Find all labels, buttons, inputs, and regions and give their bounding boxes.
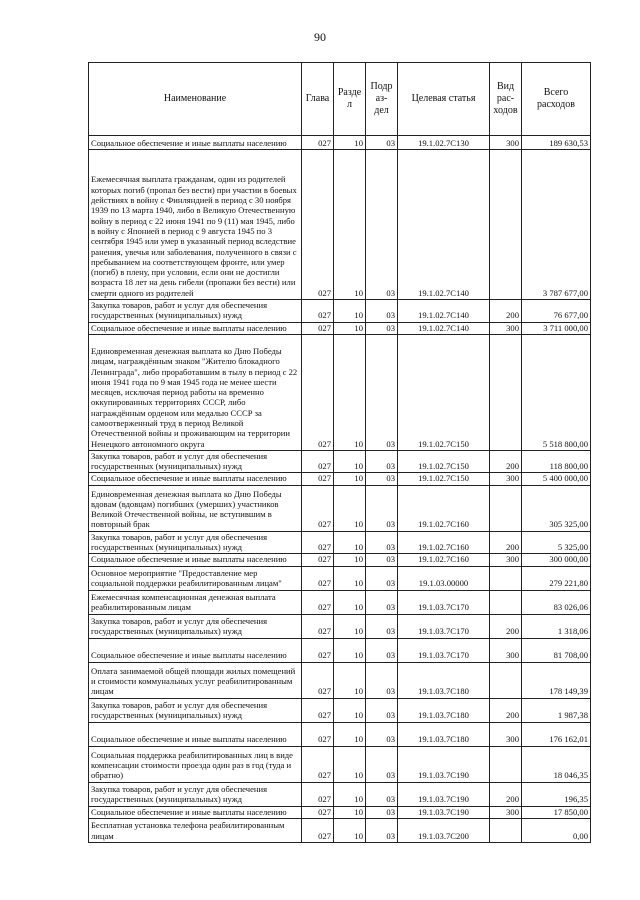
cell-podrazdel: 03 (366, 450, 398, 473)
cell-name: Единовременная денежная выплата ко Дню Победы лицам, награждённым знаком "Жителю блокадного Ленинграда", либо проработавшим в тылу в период с 22 июня 1941 года по 9 мая 1945 года не менее шести месяцев, исключая период работы на временно оккупированных территориях СССР, либо награждённым орденом или медалью СССР за самоотверженный труд в период Великой Отечественной войны и проживающим на территории Ненецкого автономного округа (89, 334, 302, 450)
cell-razdel: 10 (334, 698, 366, 722)
cell-total: 76 677,00 (522, 300, 591, 323)
cell-total: 0,00 (522, 818, 591, 842)
cell-razdel: 10 (334, 450, 366, 473)
table-row (89, 722, 591, 746)
cell-target: 19.1.02.7С130 (398, 136, 490, 150)
cell-target: 19.1.03.7С180 (398, 722, 490, 746)
cell-total: 3 787 677,00 (522, 150, 591, 300)
cell-target: 19.1.02.7С150 (398, 450, 490, 473)
cell-podrazdel: 03 (366, 473, 398, 485)
cell-name: Социальное обеспечение и иные выплаты населению (89, 638, 302, 662)
cell-razdel: 10 (334, 566, 366, 590)
cell-glava: 027 (302, 150, 334, 300)
table-row (89, 473, 591, 485)
cell-podrazdel: 03 (366, 614, 398, 638)
cell-name: Ежемесячная выплата гражданам, один из родителей которых погиб (пропал без вести) при участии в боевых действиях в войну с Финляндией в период с 30 ноября 1939 по 13 марта 1940, либо в Великую Отечественную войну в период с 22 июня 1941 по 9 (11) мая 1945, либо в войну с Японией в период с 9 августа 1945 по 3 сентября 1945 или умер в указанный период вследствие ранения, увечья или заболевания, полученного в связи с пребыванием на соответствующем фронте, или умер (погиб) в плену, при условии, если они не достигли возраста 18 лет на день гибели (пропажи без вести) или смерти одного из родителей (89, 150, 302, 300)
cell-target: 19.1.02.7С160 (398, 531, 490, 554)
header-podrazdel: Подр аз- дел (366, 63, 398, 136)
page-number: 90 (314, 30, 326, 44)
cell-name: Социальное обеспечение и иные выплаты населению (89, 554, 302, 566)
cell-podrazdel: 03 (366, 150, 398, 300)
cell-vid (490, 334, 522, 450)
table-row (89, 590, 591, 614)
cell-total: 305 325,00 (522, 485, 591, 531)
budget-table (88, 62, 591, 843)
cell-vid: 200 (490, 698, 522, 722)
cell-glava: 027 (302, 450, 334, 473)
cell-target: 19.1.03.7С200 (398, 818, 490, 842)
cell-glava: 027 (302, 806, 334, 818)
cell-vid: 200 (490, 782, 522, 806)
cell-razdel: 10 (334, 531, 366, 554)
cell-podrazdel: 03 (366, 662, 398, 698)
cell-name: Единовременная денежная выплата ко Дню Победы вдовам (вдовцам) погибших (умерших) участников Великой Отечественной войны, не вступившим в повторный брак (89, 485, 302, 531)
cell-vid: 300 (490, 554, 522, 566)
cell-target: 19.1.03.7С180 (398, 698, 490, 722)
cell-vid: 300 (490, 722, 522, 746)
cell-vid: 300 (490, 638, 522, 662)
table-row (89, 450, 591, 473)
cell-glava: 027 (302, 638, 334, 662)
cell-podrazdel: 03 (366, 782, 398, 806)
cell-glava: 027 (302, 322, 334, 334)
cell-vid (490, 746, 522, 782)
cell-total: 18 046,35 (522, 746, 591, 782)
cell-total: 1 318,06 (522, 614, 591, 638)
cell-name: Основное мероприятие "Предоставление мер социальной поддержки реабилитированным лицам" (89, 566, 302, 590)
table-row (89, 806, 591, 818)
table-row (89, 150, 591, 300)
cell-name: Социальное обеспечение и иные выплаты населению (89, 322, 302, 334)
header-name: Наименование (89, 63, 302, 136)
table-row (89, 485, 591, 531)
cell-vid (490, 818, 522, 842)
cell-podrazdel: 03 (366, 300, 398, 323)
cell-razdel: 10 (334, 662, 366, 698)
cell-razdel: 10 (334, 136, 366, 150)
cell-name: Закупка товаров, работ и услуг для обеспечения государственных (муниципальных) нужд (89, 531, 302, 554)
cell-podrazdel: 03 (366, 485, 398, 531)
cell-razdel: 10 (334, 322, 366, 334)
header-razdel: Разде л (334, 63, 366, 136)
cell-vid: 200 (490, 450, 522, 473)
cell-glava: 027 (302, 782, 334, 806)
cell-podrazdel: 03 (366, 638, 398, 662)
cell-podrazdel: 03 (366, 136, 398, 150)
header-glava: Глава (302, 63, 334, 136)
cell-name: Социальное обеспечение и иные выплаты населению (89, 806, 302, 818)
cell-name: Социальное обеспечение и иные выплаты населению (89, 473, 302, 485)
header-target: Целевая статья (398, 63, 490, 136)
cell-target: 19.1.02.7С140 (398, 300, 490, 323)
table-row (89, 698, 591, 722)
table-row (89, 531, 591, 554)
cell-total: 5 325,00 (522, 531, 591, 554)
table-row (89, 614, 591, 638)
cell-name: Бесплатная установка телефона реабилитированным лицам (89, 818, 302, 842)
cell-glava: 027 (302, 334, 334, 450)
cell-total: 1 987,38 (522, 698, 591, 722)
cell-podrazdel: 03 (366, 746, 398, 782)
cell-name: Закупка товаров, работ и услуг для обеспечения государственных (муниципальных) нужд (89, 450, 302, 473)
cell-total: 178 149,39 (522, 662, 591, 698)
cell-target: 19.1.03.7С170 (398, 638, 490, 662)
cell-glava: 027 (302, 614, 334, 638)
cell-target: 19.1.03.7С170 (398, 590, 490, 614)
cell-total: 17 850,00 (522, 806, 591, 818)
cell-glava: 027 (302, 818, 334, 842)
table-row (89, 662, 591, 698)
cell-vid: 300 (490, 473, 522, 485)
cell-podrazdel: 03 (366, 334, 398, 450)
cell-vid: 200 (490, 614, 522, 638)
cell-total: 5 518 800,00 (522, 334, 591, 450)
cell-vid (490, 485, 522, 531)
cell-razdel: 10 (334, 473, 366, 485)
cell-podrazdel: 03 (366, 322, 398, 334)
cell-razdel: 10 (334, 782, 366, 806)
cell-vid (490, 566, 522, 590)
cell-name: Закупка товаров, работ и услуг для обеспечения государственных (муниципальных) нужд (89, 614, 302, 638)
cell-podrazdel: 03 (366, 698, 398, 722)
cell-razdel: 10 (334, 334, 366, 450)
cell-name: Закупка товаров, работ и услуг для обеспечения государственных (муниципальных) нужд (89, 782, 302, 806)
cell-target: 19.1.03.7С190 (398, 782, 490, 806)
cell-podrazdel: 03 (366, 554, 398, 566)
cell-podrazdel: 03 (366, 566, 398, 590)
cell-name: Социальная поддержка реабилитированных лиц в виде компенсации стоимости проезда один раз в год (туда и обратно) (89, 746, 302, 782)
cell-razdel: 10 (334, 150, 366, 300)
table-row (89, 334, 591, 450)
cell-name: Оплата занимаемой общей площади жилых помещений и стоимости коммунальных услуг реабилитированным лицам (89, 662, 302, 698)
cell-podrazdel: 03 (366, 806, 398, 818)
cell-razdel: 10 (334, 590, 366, 614)
table-row (89, 554, 591, 566)
cell-vid: 300 (490, 806, 522, 818)
cell-target: 19.1.03.00000 (398, 566, 490, 590)
cell-total: 279 221,80 (522, 566, 591, 590)
cell-glava: 027 (302, 136, 334, 150)
cell-razdel: 10 (334, 485, 366, 531)
cell-glava: 027 (302, 722, 334, 746)
table-row (89, 638, 591, 662)
cell-razdel: 10 (334, 614, 366, 638)
cell-target: 19.1.02.7С160 (398, 485, 490, 531)
table-body (89, 136, 591, 843)
cell-razdel: 10 (334, 722, 366, 746)
header-vid: Вид рас- ходов (490, 63, 522, 136)
cell-vid: 300 (490, 136, 522, 150)
header-total: Всего расходов (522, 63, 591, 136)
cell-podrazdel: 03 (366, 590, 398, 614)
cell-name: Закупка товаров, работ и услуг для обеспечения государственных (муниципальных) нужд (89, 300, 302, 323)
table-row (89, 136, 591, 150)
cell-vid (490, 662, 522, 698)
cell-vid: 200 (490, 300, 522, 323)
cell-podrazdel: 03 (366, 818, 398, 842)
cell-total: 81 708,00 (522, 638, 591, 662)
cell-glava: 027 (302, 300, 334, 323)
cell-glava: 027 (302, 590, 334, 614)
cell-name: Закупка товаров, работ и услуг для обеспечения государственных (муниципальных) нужд (89, 698, 302, 722)
cell-total: 118 800,00 (522, 450, 591, 473)
table-row (89, 322, 591, 334)
cell-razdel: 10 (334, 806, 366, 818)
table-row (89, 300, 591, 323)
table-row (89, 782, 591, 806)
cell-vid (490, 150, 522, 300)
cell-razdel: 10 (334, 554, 366, 566)
cell-total: 176 162,01 (522, 722, 591, 746)
cell-total: 196,35 (522, 782, 591, 806)
cell-target: 19.1.02.7С150 (398, 334, 490, 450)
cell-target: 19.1.03.7С190 (398, 806, 490, 818)
cell-razdel: 10 (334, 818, 366, 842)
cell-glava: 027 (302, 531, 334, 554)
cell-glava: 027 (302, 473, 334, 485)
cell-target: 19.1.03.7С180 (398, 662, 490, 698)
cell-podrazdel: 03 (366, 722, 398, 746)
cell-glava: 027 (302, 746, 334, 782)
cell-name: Ежемесячная компенсационная денежная выплата реабилитированным лицам (89, 590, 302, 614)
cell-target: 19.1.02.7С140 (398, 150, 490, 300)
cell-razdel: 10 (334, 638, 366, 662)
cell-vid: 300 (490, 322, 522, 334)
cell-glava: 027 (302, 698, 334, 722)
cell-podrazdel: 03 (366, 531, 398, 554)
cell-target: 19.1.02.7С140 (398, 322, 490, 334)
cell-target: 19.1.03.7С170 (398, 614, 490, 638)
cell-glava: 027 (302, 554, 334, 566)
cell-glava: 027 (302, 566, 334, 590)
cell-vid: 200 (490, 531, 522, 554)
cell-total: 3 711 000,00 (522, 322, 591, 334)
cell-glava: 027 (302, 485, 334, 531)
table-row (89, 746, 591, 782)
cell-vid (490, 590, 522, 614)
cell-total: 300 000,00 (522, 554, 591, 566)
table-header-row (89, 63, 591, 136)
cell-target: 19.1.02.7С160 (398, 554, 490, 566)
cell-glava: 027 (302, 662, 334, 698)
cell-razdel: 10 (334, 746, 366, 782)
cell-target: 19.1.02.7С150 (398, 473, 490, 485)
cell-name: Социальное обеспечение и иные выплаты населению (89, 136, 302, 150)
cell-total: 189 630,53 (522, 136, 591, 150)
cell-total: 5 400 000,00 (522, 473, 591, 485)
cell-razdel: 10 (334, 300, 366, 323)
cell-total: 83 026,06 (522, 590, 591, 614)
table-row (89, 566, 591, 590)
table-row (89, 818, 591, 842)
cell-target: 19.1.03.7С190 (398, 746, 490, 782)
cell-name: Социальное обеспечение и иные выплаты населению (89, 722, 302, 746)
